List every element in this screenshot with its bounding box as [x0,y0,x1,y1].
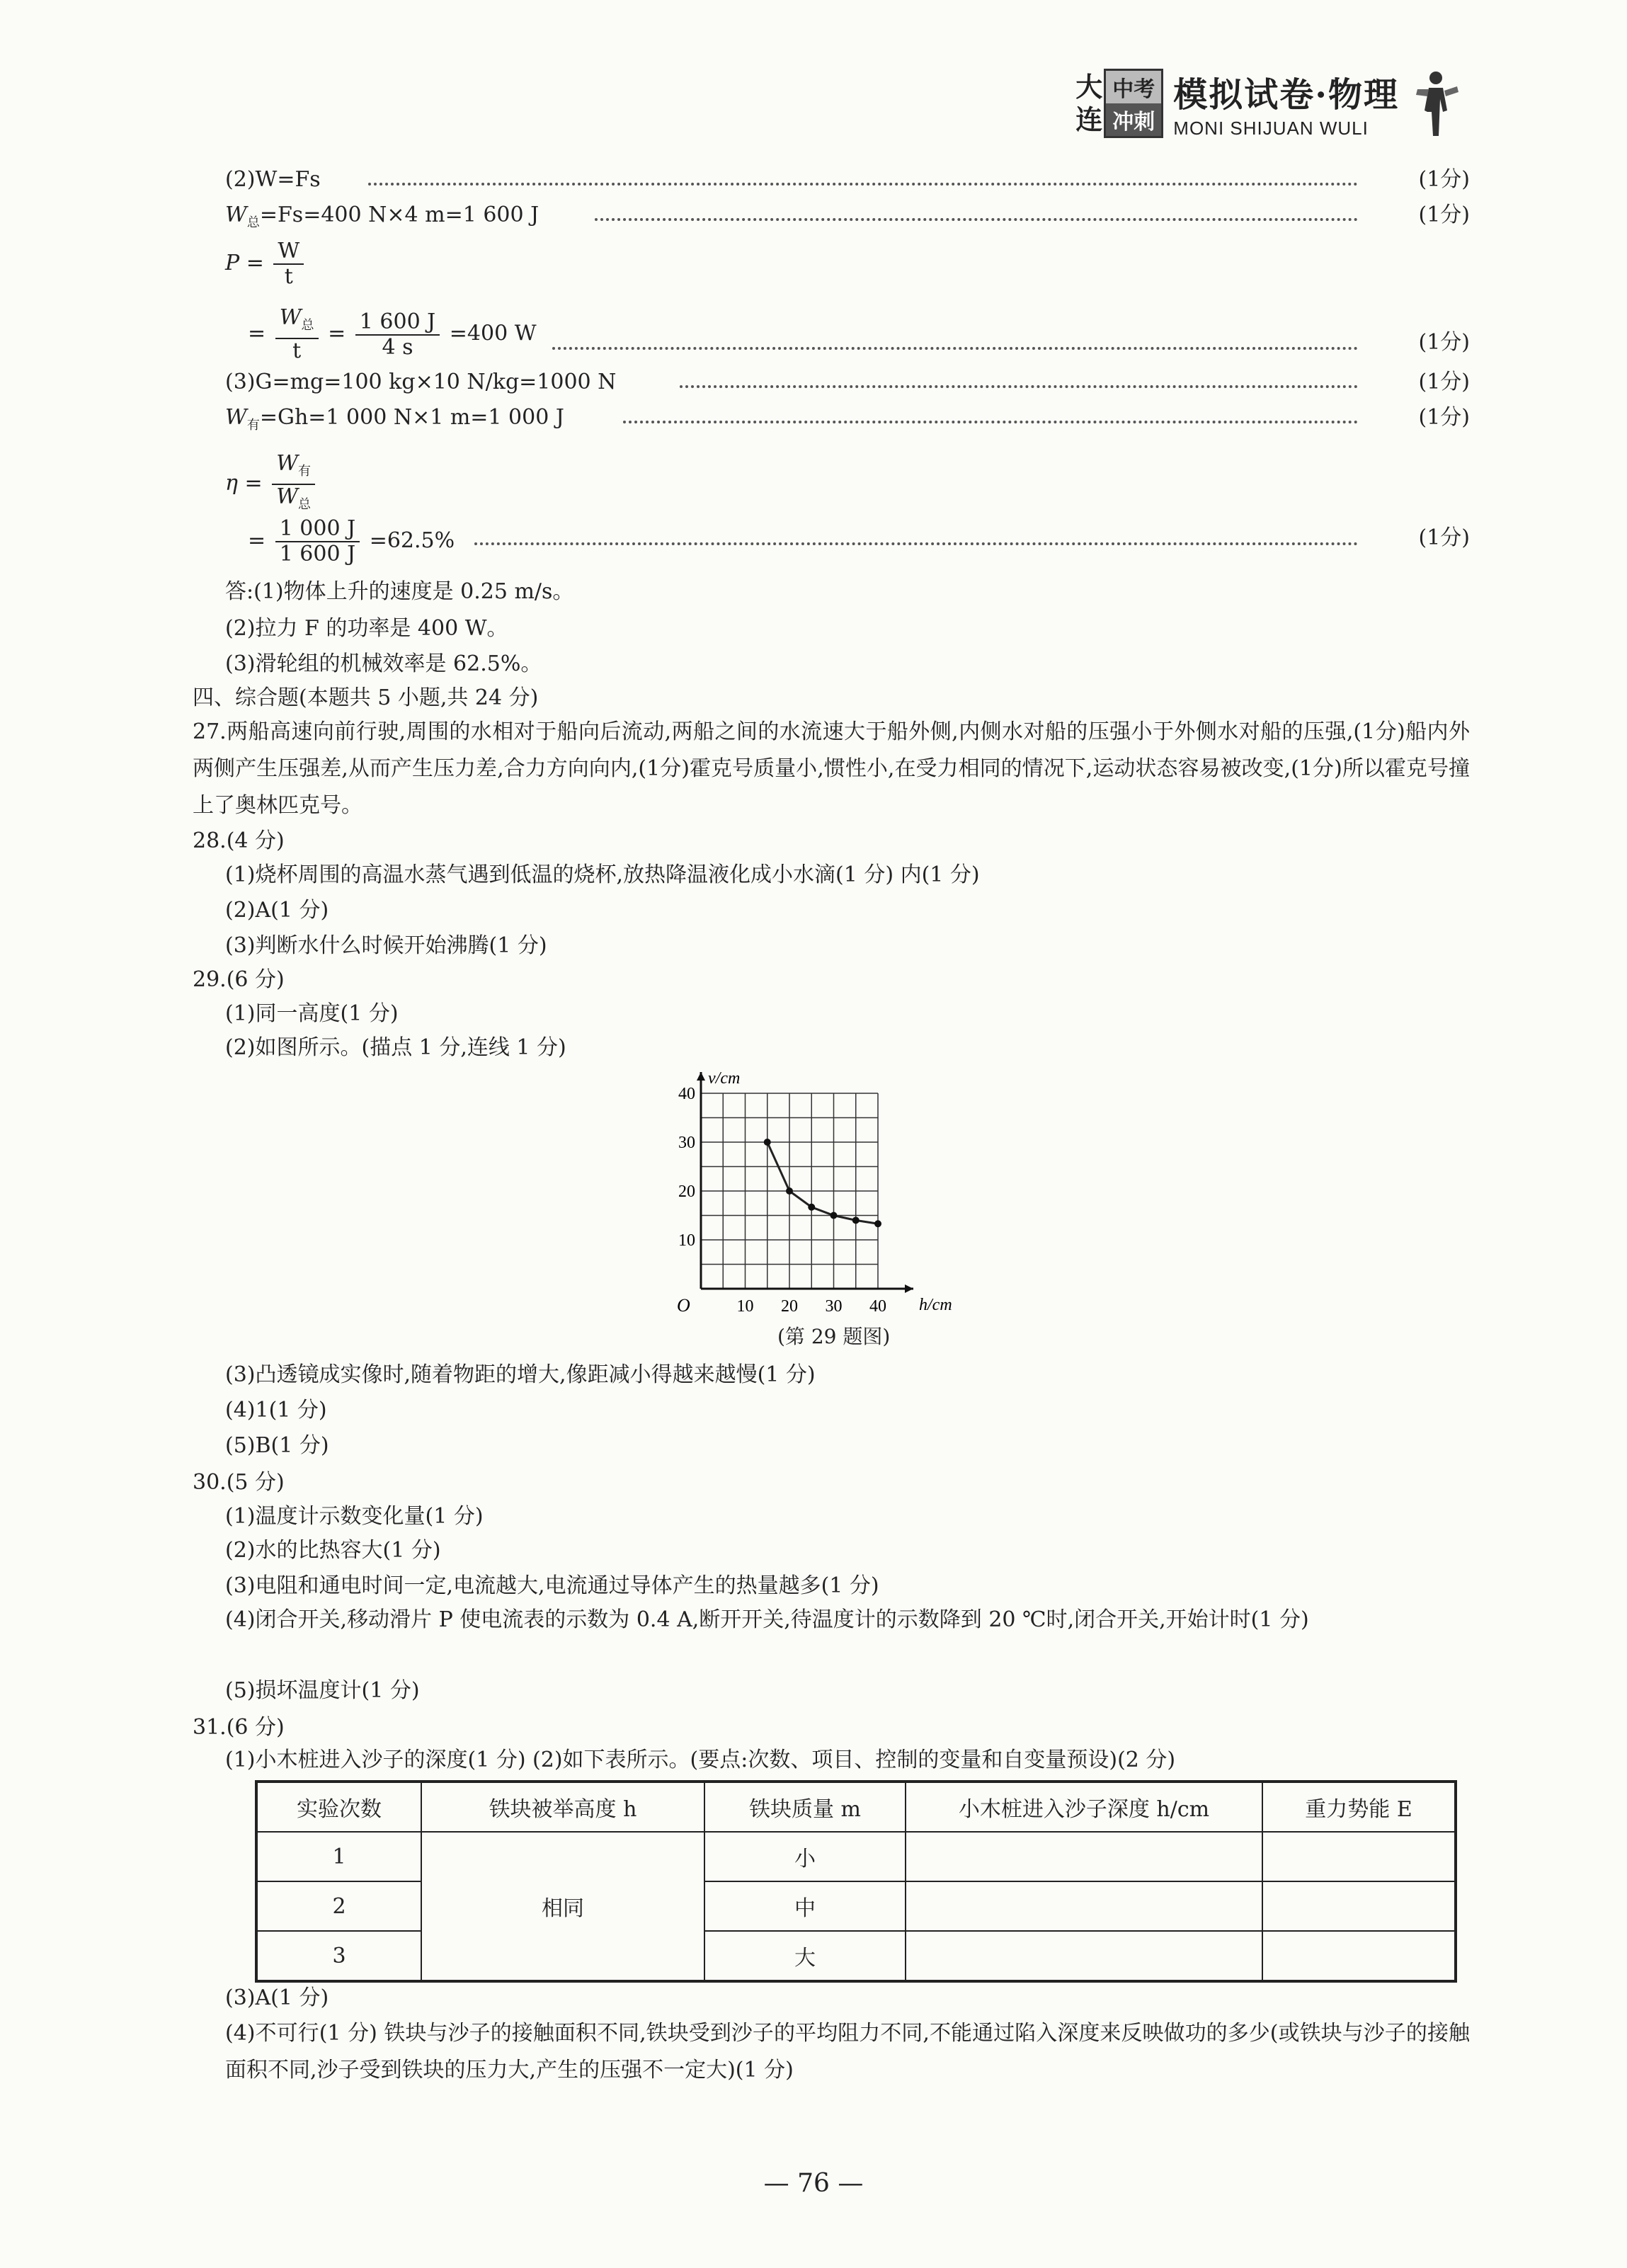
y-tick-label: 30 [678,1134,695,1152]
page-header [1074,67,1464,139]
x-tick-label: 40 [869,1297,886,1316]
chart-axes [697,1072,913,1293]
formula-power: P = $\frac{W}{t}$ [225,239,307,289]
experiment-table [255,1780,1457,1983]
leader-dots [474,541,1358,545]
answer-line: (2)水的比热容大(1 分) [225,1538,441,1563]
answer-line: (4)闭合开关,移动滑片 P 使电流表的示数为 0.4 A,断开开关,待温度计的示数降到 20 ℃时,闭合开关,开始计时(1 分) [225,1607,1309,1632]
solution-line: (3)G=mg=100 kg×10 N/kg=1000 N [225,370,617,394]
score: (1分) [1418,167,1470,192]
question-28-head: 28.(4 分) [193,828,285,853]
answer-line: (2)如图所示。(描点 1 分,连线 1 分) [225,1035,566,1060]
runner-figure-icon [1408,68,1464,139]
table-header: 铁块质量 m [704,1782,906,1832]
answer-line: (4)不可行(1 分) 铁块与沙子的接触面积不同,铁块受到沙子的平均阻力不同,不能通过陷入深度来反映做功的多少(或铁块与沙子的接触面积不同,沙子受到铁块的压力大,产生的压强不一定大)(1 分) [225,2021,1470,2082]
series-title: 模拟试卷·物理 [1173,75,1399,115]
answer-line: (3)A(1 分) [225,1985,329,2010]
series-line [767,1142,878,1224]
data-point [852,1216,860,1224]
origin-label: O [677,1295,690,1316]
formula-efficiency-value: = $\frac{1 000 J}{1 600 J}$ =62.5% [248,516,455,566]
x-axis-label: h/cm [919,1296,952,1314]
answer-line: (3)电阻和通电时间一定,电流越大,电流通过导体产生的热量越多(1 分) [225,1573,879,1598]
leader-dots [680,384,1358,388]
leader-dots [368,181,1358,186]
solution-line: $W_有=Gh=1$ 000 N×1 m=1 000 J [225,405,564,433]
leader-dots [623,419,1358,423]
answer-line: (1)小木桩进入沙子的深度(1 分) (2)如下表所示。(要点:次数、项目、控制的变量和自变量预设)(2 分) [225,1748,1176,1772]
answer-line: (1)同一高度(1 分) [225,1001,399,1026]
series-subtitle: MONI SHIJUAN WULI [1173,118,1369,139]
answer-line: (1)烧杯周围的高温水蒸气遇到低温的烧杯,放热降温液化成小水滴(1 分) 内(1 分) [225,862,980,887]
answer-line: (3)滑轮组的机械效率是 62.5%。 [225,651,542,676]
y-tick-label: 10 [678,1231,695,1250]
table-row: 2 中 [256,1881,1456,1931]
data-point [764,1139,771,1146]
chart-caption: (第 29 题图) [777,1325,891,1348]
solution-line: $W_总=Fs=400$ N×4 m=1 600 J [225,203,540,230]
answer-line: (2)A(1 分) [225,898,329,923]
question-27: 27.两船高速向前行驶,周围的水相对于船向后流动,两船之间的水流速大于船外侧,内侧水对船的压强小于外侧水对船的压强,(1分)船内外两侧产生压强差,从而产生压力差,合力方向向内,(1分)霍克号质量小,惯性小,在受力相同的情况下,运动状态容易被改变,(1分)所以霍克号撞上了奥林匹克号。 [193,719,1470,818]
series-badge: 中考 冲刺 [1104,69,1163,138]
question-30-head: 30.(5 分) [193,1470,285,1495]
chart-q29 [658,1068,998,1323]
table-header-row [256,1782,1456,1832]
y-tick-label: 20 [678,1183,695,1201]
leader-dots [552,346,1358,350]
score: (1分) [1418,405,1470,430]
page-number: — 76 — [763,2169,864,2198]
formula-efficiency: η = $\frac{W_有}{W_总}$ [225,452,318,517]
data-point [808,1204,815,1211]
table-header: 重力势能 E [1262,1782,1456,1832]
formula-power-value: = $\frac{W_总}{t}$ = $\frac{1 600 J}{4 s}$ =400 W [248,305,537,363]
answer-line: (4)1(1 分) [225,1398,327,1423]
score: (1分) [1418,525,1470,550]
table-row: 3 大 [256,1931,1456,1981]
region-label: 大 连 [1075,71,1103,135]
leader-dots [595,217,1358,221]
answer-line: (3)判断水什么时候开始沸腾(1 分) [225,933,547,958]
x-tick-label: 20 [781,1297,798,1316]
answer-line: (1)温度计示数变化量(1 分) [225,1504,484,1529]
score: (1分) [1418,203,1470,227]
data-point [786,1187,793,1195]
same-height-cell: 相同 [421,1832,704,1981]
x-axis-arrow [905,1284,913,1293]
data-point [874,1220,881,1227]
answer-line: 答:(1)物体上升的速度是 0.25 m/s。 [225,579,574,604]
table-header: 小木桩进入沙子深度 h/cm [906,1782,1262,1832]
x-tick-label: 30 [825,1297,843,1316]
y-tick-label: 40 [678,1085,695,1103]
table-row: 1 相同 小 [256,1832,1456,1881]
answer-line: (3)凸透镜成实像时,随着物距的增大,像距减小得越来越慢(1 分) [225,1362,816,1387]
question-29-head: 29.(6 分) [193,967,285,992]
score: (1分) [1418,370,1470,394]
data-point [830,1212,838,1219]
question-31-head: 31.(6 分) [193,1715,285,1740]
section-heading: 四、综合题(本题共 5 小题,共 24 分) [193,685,539,710]
answer-line: (5)损坏温度计(1 分) [225,1678,420,1703]
answer-line: (5)B(1 分) [225,1433,329,1458]
y-axis-arrow [697,1072,705,1081]
table-header: 实验次数 [256,1782,421,1832]
score: (1分) [1418,330,1470,355]
table-header: 铁块被举高度 h [421,1782,704,1832]
answer-line: (2)拉力 F 的功率是 400 W。 [225,616,508,641]
x-tick-label: 10 [736,1297,754,1316]
y-axis-label: v/cm [708,1069,741,1088]
solution-line: (2)W=Fs [225,167,321,192]
